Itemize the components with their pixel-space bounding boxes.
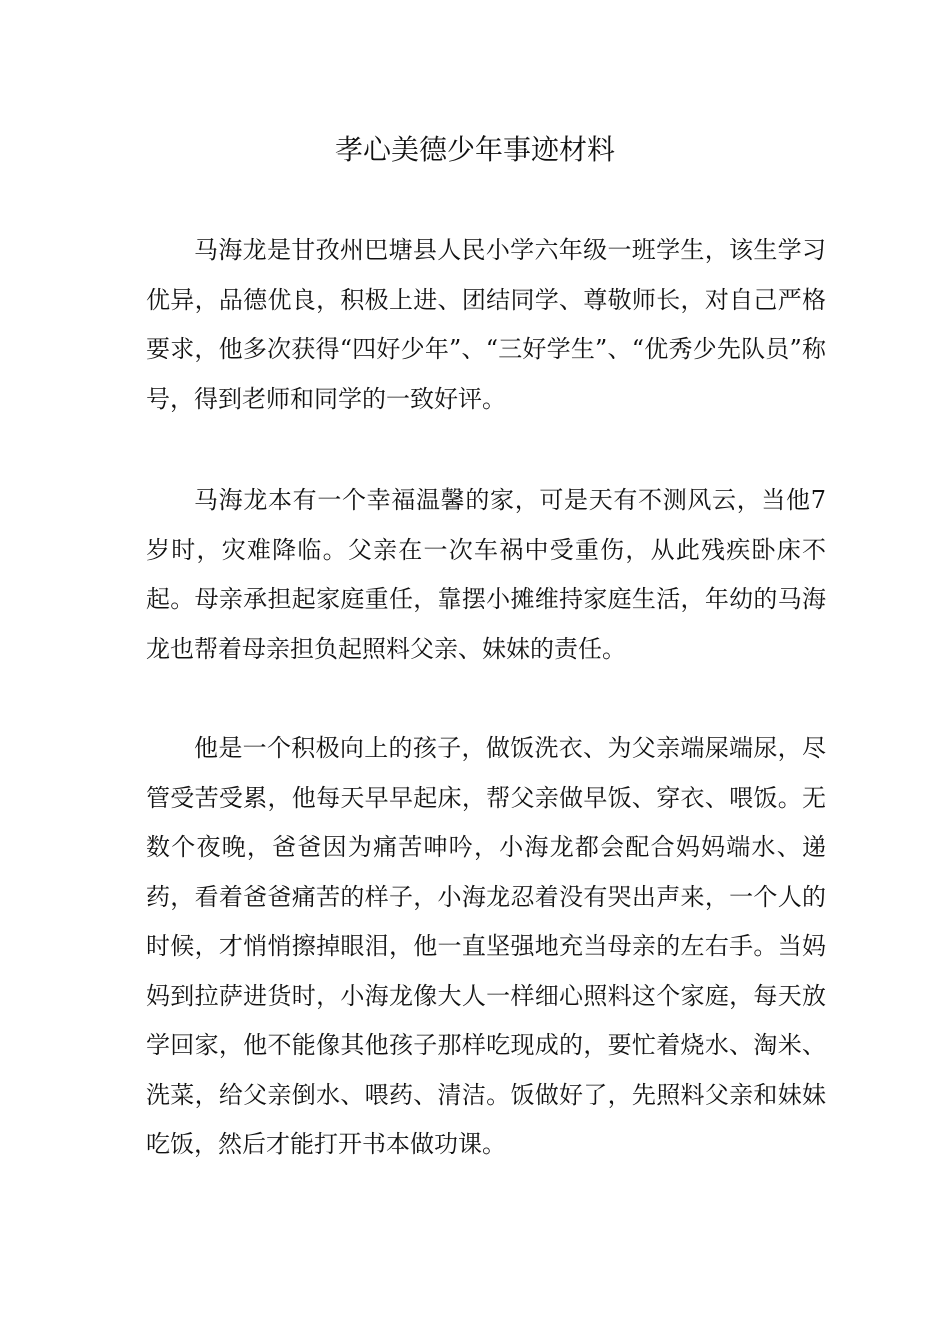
paragraph-2: 马海龙本有一个幸福温馨的家，可是天有不测风云，当他7岁时，灾难降临。父亲在一次车祸中受重伤，从此残疾卧床不起。母亲承担起家庭重任，靠摆小摊维持家庭生活，年幼的马海龙也帮着母亲担负起照料父亲、妹妹的责任。	[146, 486, 826, 663]
document-title: 孝心美德少年事迹材料	[334, 133, 615, 166]
paragraph-3: 他是一个积极向上的孩子，做饭洗衣、为父亲端屎端尿，尽管受苦受累，他每天早早起床，帮父亲做早饭、穿衣、喂饭。无数个夜晚，爸爸因为痛苦呻吟，小海龙都会配合妈妈端水、递药，看着爸爸痛苦的样子，小海龙忍着没有哭出声来，一个人的时候，才悄悄擦掉眼泪，他一直坚强地充当母亲的左右手。当妈妈到拉萨进货时，小海龙像大人一样细心照料这个家庭，每天放学回家，他不能像其他孩子那样吃现成的，要忙着烧水、淘米、洗菜，给父亲倒水、喂药、清洁。饭做好了，先照料父亲和妹妹吃饭，然后才能打开书本做功课。	[146, 734, 826, 1158]
paragraph-1: 马海龙是甘孜州巴塘县人民小学六年级一班学生，该生学习优异，品德优良，积极上进、团结同学、尊敬师长，对自己严格要求，他多次获得“四好少年”、“三好学生”、“优秀少先队员”称号，得到老师和同学的一致好评。	[146, 236, 826, 413]
